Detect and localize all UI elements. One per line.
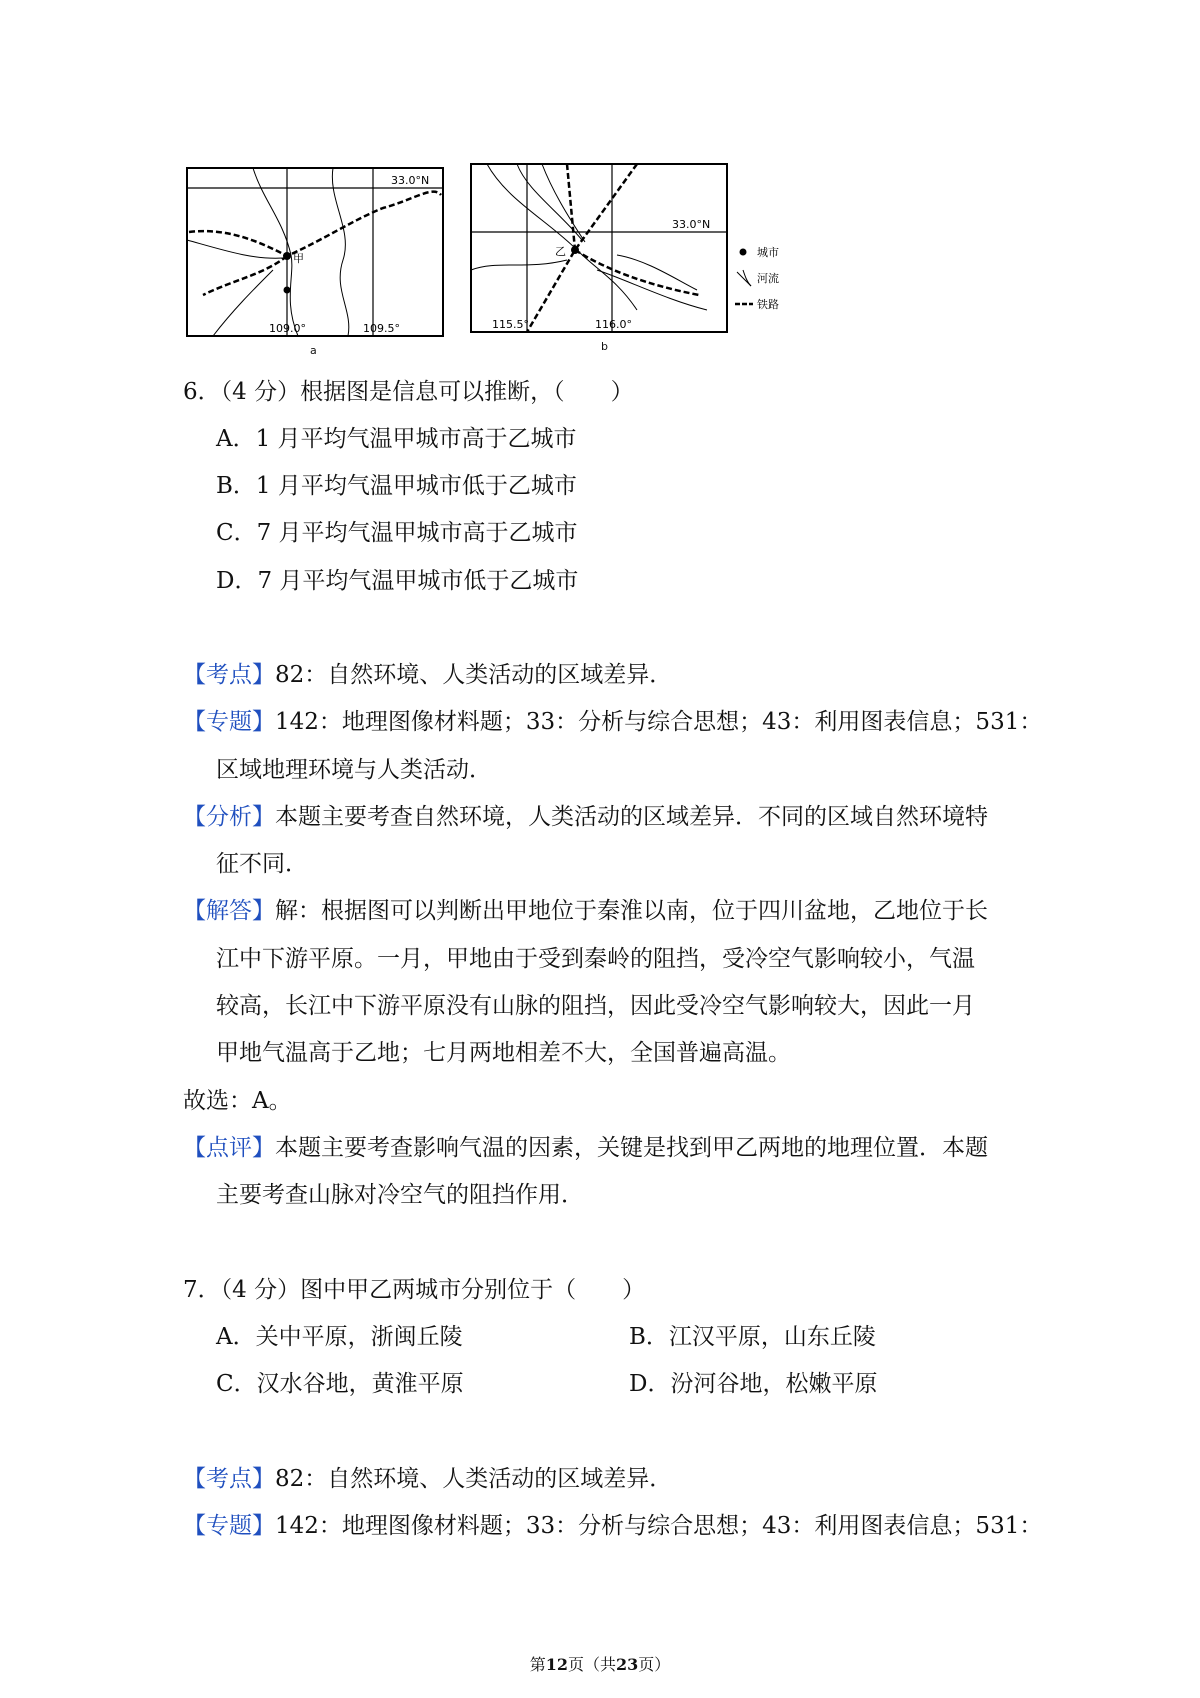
- q6-answer: 故选：A。: [183, 1088, 292, 1114]
- map-b: [467, 160, 732, 340]
- svg-text:铁路: 铁路: [757, 298, 779, 311]
- q6-dianping: [183, 1133, 988, 1163]
- map-a: [183, 160, 448, 340]
- jieda-text: 解：根据图可以判断出甲地位于秦淮以南，位于四川盆地，乙地位于长: [275, 898, 988, 924]
- q6-jieda: [183, 896, 988, 926]
- q6-fenxi-cont: 征不同．: [216, 851, 308, 877]
- page-footer: [0, 1652, 1200, 1675]
- dianping-text: 本题主要考查影响气温的因素，关键是找到甲乙两地的地理位置．本题: [275, 1135, 988, 1161]
- q7-option-c: C．汉水谷地，黄淮平原: [216, 1371, 464, 1397]
- q6-kaodian: [183, 660, 672, 690]
- jieda-tag: 【解答】: [183, 898, 275, 924]
- q7-zhuanti: [183, 1511, 1042, 1541]
- question-text: （4 分）图中甲乙两城市分别位于（ ）: [220, 1277, 646, 1303]
- svg-text:109.5°: 109.5°: [363, 322, 400, 335]
- q6-option-b: B．1 月平均气温甲城市低于乙城市: [216, 473, 577, 499]
- dianping-tag: 【点评】: [183, 1135, 275, 1161]
- q6-jieda-line4: 甲地气温高于乙地；七月两地相差不大，全国普遍高温。: [216, 1040, 791, 1066]
- q6-zhuanti: [183, 707, 1042, 737]
- svg-text:甲: 甲: [293, 252, 304, 265]
- svg-text:乙: 乙: [555, 245, 566, 258]
- fenxi-text: 本题主要考查自然环境，人类活动的区域差异．不同的区域自然环境特: [275, 804, 988, 830]
- svg-text:116.0°: 116.0°: [595, 318, 632, 331]
- zhuanti-text: 142：地理图像材料题；33：分析与综合思想；43：利用图表信息；531：: [275, 709, 1043, 735]
- map-b-caption: b: [601, 340, 608, 353]
- q7-option-b: B．江汉平原，山东丘陵: [629, 1324, 876, 1350]
- svg-text:河流: 河流: [757, 272, 779, 285]
- q7-kaodian: [183, 1464, 672, 1494]
- svg-text:115.5°: 115.5°: [492, 318, 529, 331]
- zhuanti-tag: 【专题】: [183, 709, 275, 735]
- question-number: 7．: [183, 1277, 221, 1303]
- svg-text:33.0°N: 33.0°N: [391, 174, 430, 187]
- total-pages: 23: [616, 1655, 639, 1674]
- zhuanti-text: 142：地理图像材料题；33：分析与综合思想；43：利用图表信息；531：: [275, 1513, 1043, 1539]
- q7-option-a: A．关中平原，浙闽丘陵: [216, 1324, 463, 1350]
- map-legend: [735, 242, 815, 322]
- map-figure: [183, 160, 813, 360]
- svg-text:城市: 城市: [757, 246, 779, 259]
- page-number: 12: [545, 1655, 568, 1674]
- q7-option-d: D．汾河谷地，松嫩平原: [629, 1371, 878, 1397]
- footer-suffix: 页）: [638, 1655, 671, 1674]
- q6-fenxi: [183, 802, 988, 832]
- zhuanti-tag: 【专题】: [183, 1513, 275, 1539]
- svg-text:109.0°: 109.0°: [269, 322, 306, 335]
- q6-option-c: C．7 月平均气温甲城市高于乙城市: [216, 520, 578, 546]
- question-number: 6．: [183, 379, 221, 405]
- question-text: （4 分）根据图是信息可以推断，（ ）: [220, 379, 634, 405]
- q6-option-a: A．1 月平均气温甲城市高于乙城市: [216, 426, 577, 452]
- map-a-caption: a: [310, 344, 317, 357]
- kaodian-tag: 【考点】: [183, 1466, 275, 1492]
- svg-text:33.0°N: 33.0°N: [672, 218, 711, 231]
- kaodian-text: 82：自然环境、人类活动的区域差异．: [275, 662, 673, 688]
- q6-jieda-line2: 江中下游平原。一月，甲地由于受到秦岭的阻挡，受冷空气影响较小，气温: [216, 946, 975, 972]
- q6-option-d: D．7 月平均气温甲城市低于乙城市: [216, 568, 579, 594]
- footer-prefix: 第: [529, 1655, 546, 1674]
- fenxi-tag: 【分析】: [183, 804, 275, 830]
- footer-mid: 页（共: [567, 1655, 616, 1674]
- question-7-stem: [183, 1275, 645, 1305]
- kaodian-text: 82：自然环境、人类活动的区域差异．: [275, 1466, 673, 1492]
- question-6-stem: [183, 377, 634, 407]
- q6-dianping-cont: 主要考查山脉对冷空气的阻挡作用．: [216, 1182, 584, 1208]
- kaodian-tag: 【考点】: [183, 662, 275, 688]
- q6-jieda-line3: 较高，长江中下游平原没有山脉的阻挡，因此受冷空气影响较大，因此一月: [216, 993, 975, 1019]
- q6-zhuanti-cont: 区域地理环境与人类活动．: [216, 757, 492, 783]
